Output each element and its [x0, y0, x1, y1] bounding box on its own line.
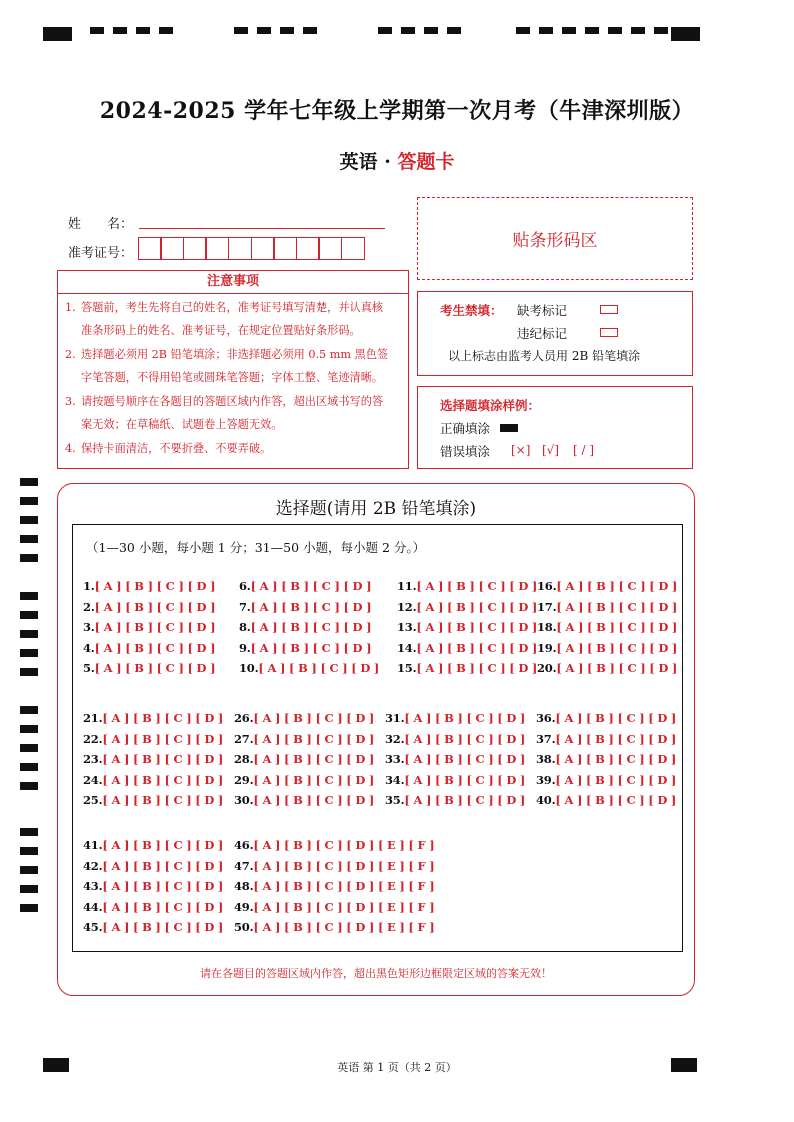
- question-number: 41.: [83, 838, 103, 852]
- question-number: 10.: [239, 661, 259, 676]
- option-bubbles[interactable]: [ A ] [ B ] [ C ] [ D ]: [404, 793, 526, 808]
- id-digit-box[interactable]: [341, 237, 365, 260]
- option-bubbles[interactable]: [ A ] [ B ] [ C ] [ D ]: [555, 731, 677, 746]
- question-number: 33.: [385, 752, 405, 767]
- wrong-mark-cross: [×]: [511, 443, 531, 457]
- timing-mark: [401, 27, 415, 34]
- option-bubbles[interactable]: [ A ] [ B ] [ C ] [ D ]: [404, 731, 526, 746]
- question-31-options[interactable]: [385, 711, 525, 725]
- question-number: 22.: [83, 731, 103, 746]
- timing-mark: [20, 782, 38, 790]
- option-bubbles[interactable]: [ A ] [ B ] [ C ] [ D ]: [94, 599, 216, 614]
- option-bubbles[interactable]: [ A ] [ B ] [ C ] [ D ]: [253, 752, 375, 767]
- question-number: 16.: [537, 579, 557, 593]
- timing-mark: [257, 27, 271, 34]
- candidate-forbidden-box: [417, 291, 693, 376]
- question-number: 2.: [83, 599, 95, 614]
- option-bubbles[interactable]: [ A ] [ B ] [ C ] [ D ]: [102, 858, 224, 873]
- timing-mark: [113, 27, 127, 34]
- question-number: 27.: [234, 731, 254, 746]
- option-bubbles[interactable]: [ A ] [ B ] [ C ] [ D ]: [102, 879, 224, 894]
- question-13-options[interactable]: [397, 620, 537, 634]
- option-bubbles[interactable]: [ A ] [ B ] [ C ] [ D ]: [253, 731, 375, 746]
- question-number: 39.: [536, 772, 556, 787]
- question-number: 49.: [234, 899, 254, 914]
- question-number: 37.: [536, 731, 556, 746]
- timing-mark: [20, 706, 38, 714]
- option-bubbles[interactable]: [ A ] [ B ] [ C ] [ D ]: [556, 620, 678, 635]
- question-number: 25.: [83, 793, 103, 808]
- wrong-label: 错误填涂: [440, 444, 491, 459]
- question-18-options[interactable]: [537, 620, 677, 634]
- question-46-options[interactable]: [234, 838, 434, 852]
- option-bubbles[interactable]: [ A ] [ B ] [ C ] [ D ] [ E ] [ F ]: [253, 858, 435, 873]
- question-number: 15.: [397, 661, 417, 676]
- question-number: 40.: [536, 793, 556, 808]
- option-bubbles[interactable]: [ A ] [ B ] [ C ] [ D ]: [102, 793, 224, 808]
- barcode-area: [417, 197, 693, 280]
- question-number: 35.: [385, 793, 405, 808]
- timing-mark: [20, 763, 38, 771]
- timing-mark: [20, 630, 38, 638]
- question-number: 24.: [83, 772, 103, 787]
- question-32-options[interactable]: [385, 732, 525, 746]
- question-number: 50.: [234, 920, 254, 935]
- wrong-mark-check: [√]: [542, 443, 560, 457]
- timing-mark: [20, 828, 38, 836]
- page-subtitle: [0, 147, 794, 174]
- forbid-note: 以上标志由监考人员用 2B 铅笔填涂: [448, 349, 641, 363]
- answer-area-warning: 请在各题目的答题区域内作答，超出黑色矩形边框限定区域的答案无效！: [200, 967, 552, 980]
- question-24-options[interactable]: [83, 773, 223, 787]
- question-number: 20.: [537, 661, 557, 676]
- absent-label: 缺考标记: [517, 303, 568, 318]
- option-bubbles[interactable]: [ A ] [ B ] [ C ] [ D ]: [556, 661, 678, 676]
- option-bubbles[interactable]: [ A ] [ B ] [ C ] [ D ]: [416, 640, 538, 655]
- question-number: 14.: [397, 640, 417, 655]
- option-bubbles[interactable]: [ A ] [ B ] [ C ] [ D ]: [253, 793, 375, 808]
- question-28-options[interactable]: [234, 752, 374, 766]
- question-number: 6.: [239, 579, 251, 593]
- question-6-options[interactable]: [239, 579, 371, 593]
- timing-mark: [20, 847, 38, 855]
- id-digit-box[interactable]: [296, 237, 320, 260]
- id-digit-box[interactable]: [160, 237, 184, 260]
- question-number: 47.: [234, 858, 254, 873]
- note-item: 2. 选择题必须用 2B 铅笔填涂；非选择题必须用 0.5 mm 黑色签 字笔答题，不得用铅笔或圆珠笔答题；字体工整、笔迹清晰。: [65, 348, 389, 384]
- question-1-options[interactable]: [83, 579, 215, 593]
- question-number: 7.: [239, 599, 251, 614]
- question-number: 32.: [385, 731, 405, 746]
- choice-section-title: 选择题(请用 2B 铅笔填涂): [275, 499, 477, 519]
- option-bubbles[interactable]: [ A ] [ B ] [ C ] [ D ]: [102, 899, 224, 914]
- timing-mark: [447, 27, 461, 34]
- timing-mark: [20, 866, 38, 874]
- answer-card-label: 答题卡: [397, 151, 455, 173]
- notes-box: [57, 270, 409, 469]
- question-number: 18.: [537, 620, 557, 635]
- question-number: 36.: [536, 711, 556, 725]
- separator-dot: ·: [384, 151, 391, 173]
- id-digit-box[interactable]: [183, 237, 207, 260]
- question-42-options[interactable]: [83, 859, 223, 873]
- question-26-options[interactable]: [234, 711, 374, 725]
- question-43-options[interactable]: [83, 879, 223, 893]
- timing-mark: [631, 27, 645, 34]
- note-item: 4. 保持卡面清洁，不要折叠、不要弄破。: [65, 442, 272, 455]
- question-number: 17.: [537, 599, 557, 614]
- question-number: 4.: [83, 640, 95, 655]
- option-bubbles[interactable]: [ A ] [ B ] [ C ] [ D ]: [258, 661, 380, 676]
- id-label: 准考证号：: [68, 246, 134, 261]
- question-number: 23.: [83, 752, 103, 767]
- page-footer: 英语 第 1 页（共 2 页）: [337, 1061, 457, 1074]
- question-number: 26.: [234, 711, 254, 725]
- question-35-options[interactable]: [385, 793, 525, 807]
- option-bubbles[interactable]: [ A ] [ B ] [ C ] [ D ] [ E ] [ F ]: [253, 838, 435, 852]
- option-bubbles[interactable]: [ A ] [ B ] [ C ] [ D ]: [102, 920, 224, 935]
- question-number: 29.: [234, 772, 254, 787]
- question-47-options[interactable]: [234, 859, 434, 873]
- question-3-options[interactable]: [83, 620, 215, 634]
- id-digit-box[interactable]: [138, 237, 162, 260]
- timing-mark: [234, 27, 248, 34]
- option-bubbles[interactable]: [ A ] [ B ] [ C ] [ D ]: [416, 599, 538, 614]
- absent-mark-box[interactable]: [600, 305, 618, 314]
- option-bubbles[interactable]: [ A ] [ B ] [ C ] [ D ]: [94, 579, 216, 593]
- question-7-options[interactable]: [239, 600, 371, 614]
- question-number: 11.: [397, 579, 417, 593]
- timing-mark: [378, 27, 392, 34]
- question-48-options[interactable]: [234, 879, 434, 893]
- question-15-options[interactable]: [397, 661, 537, 675]
- question-17-options[interactable]: [537, 600, 677, 614]
- option-bubbles[interactable]: [ A ] [ B ] [ C ] [ D ]: [404, 772, 526, 787]
- forbid-label: 考生禁填：: [440, 303, 503, 318]
- barcode-label: 贴条形码区: [512, 231, 598, 251]
- question-30-options[interactable]: [234, 793, 374, 807]
- note-item: 1. 答题前，考生先将自己的姓名，准考证号填写清楚，并认真核 准条形码上的姓名、准考证号，在规定位置贴好条形码。: [65, 301, 384, 337]
- question-11-options[interactable]: [397, 579, 537, 593]
- option-bubbles[interactable]: [ A ] [ B ] [ C ] [ D ]: [556, 579, 678, 593]
- timing-mark: [280, 27, 294, 34]
- question-14-options[interactable]: [397, 641, 537, 655]
- exam-id-field[interactable]: [139, 237, 365, 260]
- question-40-options[interactable]: [536, 793, 676, 807]
- question-number: 31.: [385, 711, 405, 725]
- question-37-options[interactable]: [536, 732, 676, 746]
- option-bubbles[interactable]: [ A ] [ B ] [ C ] [ D ]: [253, 772, 375, 787]
- option-bubbles[interactable]: [ A ] [ B ] [ C ] [ D ]: [404, 711, 526, 725]
- timing-mark-top-right: [671, 27, 700, 41]
- question-27-options[interactable]: [234, 732, 374, 746]
- question-number: 19.: [537, 640, 557, 655]
- timing-mark: [20, 649, 38, 657]
- timing-mark: [539, 27, 553, 34]
- question-49-options[interactable]: [234, 900, 434, 914]
- id-digit-box[interactable]: [273, 237, 297, 260]
- question-36-options[interactable]: [536, 711, 676, 725]
- timing-mark: [20, 554, 38, 562]
- question-number: 30.: [234, 793, 254, 808]
- timing-mark: [20, 592, 38, 600]
- id-digit-box[interactable]: [205, 237, 229, 260]
- wrong-mark-slash: [ / ]: [573, 443, 595, 457]
- page-title: 2024-2025 学年七年级上学期第一次月考（牛津深圳版）: [99, 98, 695, 124]
- violation-mark-box[interactable]: [600, 328, 618, 337]
- option-bubbles[interactable]: [ A ] [ B ] [ C ] [ D ]: [556, 599, 678, 614]
- question-9-options[interactable]: [239, 641, 371, 655]
- timing-mark-top-left: [43, 27, 72, 41]
- option-bubbles[interactable]: [ A ] [ B ] [ C ] [ D ] [ E ] [ F ]: [253, 899, 435, 914]
- question-number: 44.: [83, 899, 103, 914]
- note-item: 3. 请按题号顺序在各题目的答题区域内作答，超出区域书写的答 案无效；在草稿纸、试题卷上答题无效。: [65, 395, 384, 431]
- option-bubbles[interactable]: [ A ] [ B ] [ C ] [ D ]: [250, 579, 372, 593]
- option-bubbles[interactable]: [ A ] [ B ] [ C ] [ D ]: [94, 620, 216, 635]
- name-field[interactable]: [139, 228, 385, 229]
- option-bubbles[interactable]: [ A ] [ B ] [ C ] [ D ]: [556, 640, 678, 655]
- question-21-options[interactable]: [83, 711, 223, 725]
- name-label: 姓 名：: [68, 217, 134, 232]
- timing-mark: [20, 885, 38, 893]
- option-bubbles[interactable]: [ A ] [ B ] [ C ] [ D ]: [416, 661, 538, 676]
- option-bubbles[interactable]: [ A ] [ B ] [ C ] [ D ]: [555, 793, 677, 808]
- timing-mark: [424, 27, 438, 34]
- option-bubbles[interactable]: [ A ] [ B ] [ C ] [ D ]: [404, 752, 526, 767]
- question-41-options[interactable]: [83, 838, 223, 852]
- timing-mark: [654, 27, 668, 34]
- timing-mark: [20, 478, 38, 486]
- correct-fill-sample: [500, 424, 518, 432]
- fill-sample-box: [417, 386, 693, 469]
- option-bubbles[interactable]: [ A ] [ B ] [ C ] [ D ]: [250, 640, 372, 655]
- question-12-options[interactable]: [397, 600, 537, 614]
- notes-heading: 注意事项: [58, 271, 408, 294]
- question-4-options[interactable]: [83, 641, 215, 655]
- option-bubbles[interactable]: [ A ] [ B ] [ C ] [ D ]: [555, 752, 677, 767]
- option-bubbles[interactable]: [ A ] [ B ] [ C ] [ D ]: [94, 640, 216, 655]
- option-bubbles[interactable]: [ A ] [ B ] [ C ] [ D ]: [102, 711, 224, 725]
- question-number: 12.: [397, 599, 417, 614]
- question-number: 28.: [234, 752, 254, 767]
- question-8-options[interactable]: [239, 620, 371, 634]
- question-number: 13.: [397, 620, 417, 635]
- option-bubbles[interactable]: [ A ] [ B ] [ C ] [ D ]: [102, 731, 224, 746]
- option-bubbles[interactable]: [ A ] [ B ] [ C ] [ D ]: [102, 752, 224, 767]
- question-34-options[interactable]: [385, 773, 525, 787]
- option-bubbles[interactable]: [ A ] [ B ] [ C ] [ D ]: [102, 838, 224, 852]
- violation-label: 违纪标记: [517, 326, 568, 341]
- timing-mark: [562, 27, 576, 34]
- question-number: 1.: [83, 579, 95, 593]
- question-number: 8.: [239, 620, 251, 635]
- timing-mark: [20, 744, 38, 752]
- question-number: 34.: [385, 772, 405, 787]
- question-45-options[interactable]: [83, 920, 223, 934]
- sample-heading: 选择题填涂样例：: [440, 398, 541, 413]
- timing-mark: [585, 27, 599, 34]
- timing-mark: [136, 27, 150, 34]
- timing-mark: [159, 27, 173, 34]
- question-29-options[interactable]: [234, 773, 374, 787]
- question-33-options[interactable]: [385, 752, 525, 766]
- question-number: 43.: [83, 879, 103, 894]
- timing-mark: [20, 725, 38, 733]
- question-number: 9.: [239, 640, 251, 655]
- question-38-options[interactable]: [536, 752, 676, 766]
- question-50-options[interactable]: [234, 920, 434, 934]
- option-bubbles[interactable]: [ A ] [ B ] [ C ] [ D ]: [94, 661, 216, 676]
- question-number: 21.: [83, 711, 103, 725]
- question-number: 5.: [83, 661, 95, 676]
- option-bubbles[interactable]: [ A ] [ B ] [ C ] [ D ]: [416, 579, 538, 593]
- question-2-options[interactable]: [83, 600, 215, 614]
- option-bubbles[interactable]: [ A ] [ B ] [ C ] [ D ]: [416, 620, 538, 635]
- question-number: 45.: [83, 920, 103, 935]
- question-number: 46.: [234, 838, 254, 852]
- option-bubbles[interactable]: [ A ] [ B ] [ C ] [ D ]: [250, 599, 372, 614]
- option-bubbles[interactable]: [ A ] [ B ] [ C ] [ D ]: [250, 620, 372, 635]
- correct-label: 正确填涂: [440, 421, 491, 436]
- question-number: 48.: [234, 879, 254, 894]
- question-22-options[interactable]: [83, 732, 223, 746]
- score-range-note: （1—30 小题，每小题 1 分；31—50 小题，每小题 2 分。）: [86, 540, 426, 555]
- option-bubbles[interactable]: [ A ] [ B ] [ C ] [ D ]: [555, 772, 677, 787]
- timing-mark: [20, 904, 38, 912]
- timing-mark: [303, 27, 317, 34]
- question-number: 38.: [536, 752, 556, 767]
- question-23-options[interactable]: [83, 752, 223, 766]
- question-number: 42.: [83, 858, 103, 873]
- subject-label: 英语: [339, 151, 378, 173]
- timing-mark: [516, 27, 530, 34]
- question-25-options[interactable]: [83, 793, 223, 807]
- id-digit-box[interactable]: [228, 237, 252, 260]
- question-19-options[interactable]: [537, 641, 677, 655]
- timing-mark: [608, 27, 622, 34]
- timing-mark: [20, 535, 38, 543]
- id-digit-box[interactable]: [318, 237, 342, 260]
- question-number: 3.: [83, 620, 95, 635]
- question-39-options[interactable]: [536, 773, 676, 787]
- option-bubbles[interactable]: [ A ] [ B ] [ C ] [ D ]: [102, 772, 224, 787]
- question-44-options[interactable]: [83, 900, 223, 914]
- option-bubbles[interactable]: [ A ] [ B ] [ C ] [ D ]: [555, 711, 677, 725]
- option-bubbles[interactable]: [ A ] [ B ] [ C ] [ D ] [ E ] [ F ]: [253, 920, 435, 935]
- question-10-options[interactable]: [239, 661, 379, 675]
- id-digit-box[interactable]: [251, 237, 275, 260]
- question-20-options[interactable]: [537, 661, 677, 675]
- question-5-options[interactable]: [83, 661, 215, 675]
- option-bubbles[interactable]: [ A ] [ B ] [ C ] [ D ]: [253, 711, 375, 725]
- question-16-options[interactable]: [537, 579, 677, 593]
- timing-mark: [20, 611, 38, 619]
- timing-mark: [20, 668, 38, 676]
- option-bubbles[interactable]: [ A ] [ B ] [ C ] [ D ] [ E ] [ F ]: [253, 879, 435, 894]
- timing-mark: [90, 27, 104, 34]
